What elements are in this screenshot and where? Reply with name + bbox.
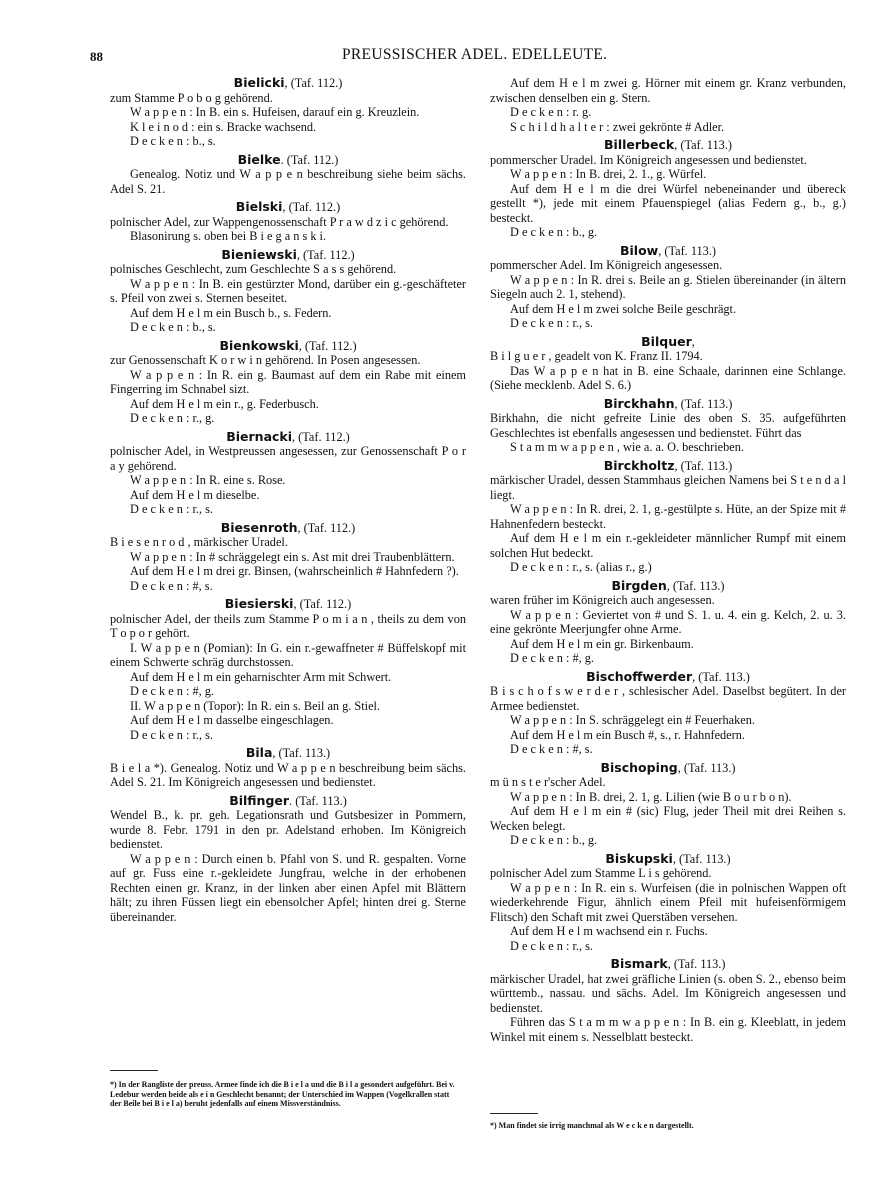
entry-line: Wendel B., k. pr. geh. Legationsrath und Gutsbesizer in Pommern, wurde 8. Febr. 1791 in den pr. Adelstand erhoben. Im Königreich bedienstet. xyxy=(110,808,466,851)
entry-line: polnisches Geschlecht, zum Geschlechte S a s s gehörend. xyxy=(110,262,397,276)
footnote-left: *) In der Rangliste der preuss. Armee finde ich die B i e l a und die B i l a gesondert aufgeführt. Bei v. Ledebur werden beide als e i n Geschlecht benannt; der Unterschied im Wappen (Vogelkrallen statt der Beile bei B i e l a) beruht jedenfalls auf einem Missverständniss. xyxy=(110,1080,455,1108)
entry-plate-ref: . (Taf. 113.) xyxy=(289,793,347,808)
entry-heading xyxy=(110,153,466,168)
entry xyxy=(110,597,466,742)
entry-heading xyxy=(490,459,846,474)
entry-plate-ref: , (Taf. 113.) xyxy=(667,957,726,971)
entry-line: Auf dem H e l m ein Busch #, s., r. Hahnfedern. xyxy=(510,727,745,742)
entry-plate-ref: , (Taf. 113.) xyxy=(674,458,733,473)
entry-line: pommerscher Uradel. Im Königreich angesessen und bedienstet. xyxy=(490,152,807,167)
entry-line: polnischer Adel, in Westpreussen angesessen, zur Genossenschaft P o r a y gehörend. xyxy=(110,444,466,473)
entry-plate-ref: , (Taf. 113.) xyxy=(672,851,731,866)
entry xyxy=(110,746,466,790)
entry-name: Biernacki xyxy=(226,428,293,444)
entry-line: märkischer Uradel, dessen Stammhaus gleichen Namens bei S t e n d a l liegt. xyxy=(490,473,846,502)
entry-heading xyxy=(490,957,846,972)
entry-name: Bilquer xyxy=(641,333,692,349)
entry xyxy=(110,76,466,149)
entry-name: Bilow xyxy=(620,242,659,258)
entry-heading xyxy=(110,521,466,536)
entry-plate-ref: , (Taf. 113.) xyxy=(666,578,725,593)
entry xyxy=(490,852,846,954)
entry-line: Auf dem H e l m dieselbe. xyxy=(130,487,260,502)
entry-line: W a p p e n : In S. schräggelegt ein # Feuerhaken. xyxy=(510,713,755,727)
footnote-right: *) Man findet sie irrig manchmal als W e c k e n dargestellt. xyxy=(490,1121,694,1130)
entry-line: W a p p e n : In B. ein gestürzter Mond, darüber ein g.-geschäfteter s. Pfeil von zwei s. Sternen beseitet. xyxy=(110,276,466,305)
entry-line: W a p p e n : In B. ein s. Hufeisen, darauf ein g. Kreuzlein. xyxy=(130,105,420,119)
entry-plate-ref: , (Taf. 112.) xyxy=(292,429,350,444)
entry-name: Bielicki xyxy=(233,75,285,90)
entry-plate-ref: , (Taf. 113.) xyxy=(658,243,716,258)
entry xyxy=(110,339,466,426)
entry-line: W a p p e n : In R. drei s. Beile an g. Stielen übereinander (in ältern Siegeln auch 2. 1, stehend). xyxy=(490,272,846,301)
entry-heading xyxy=(110,746,466,761)
entry-plate-ref: , (Taf. 113.) xyxy=(272,746,331,760)
entry-line: W a p p e n : In # schräggelegt ein s. Ast mit drei Traubenblättern. xyxy=(130,549,455,564)
entry xyxy=(110,248,466,335)
entry-line: zur Genossenschaft K o r w i n gehörend. In Posen angesessen. xyxy=(110,353,421,367)
entry-line: pommerscher Adel. Im Königreich angesessen. xyxy=(490,258,723,272)
entry-line: W a p p e n : In R. ein g. Baumast auf dem ein Rabe mit einem Fingerring im Schnabel sizt. xyxy=(110,367,466,396)
entry-line: I. W a p p e n (Pomian): In G. ein r.-gewaffneter # Büffelskopf mit einem Schwerte schräg durchstossen. xyxy=(110,640,466,669)
entry xyxy=(490,244,846,331)
entry-line: zum Stamme P o b o g gehörend. xyxy=(110,90,273,105)
entry-line: II. W a p p e n (Topor): In R. ein s. Beil an g. Stiel. xyxy=(130,698,381,713)
entry-line: W a p p e n : Geviertet von # und S. 1. u. 4. ein g. Kelch, 2. u. 3. eine gekrönte Meerjungfer ohne Arme. xyxy=(490,607,846,636)
entry-line: D e c k e n : #, s. xyxy=(510,742,593,756)
entry-name: Bieniewski xyxy=(221,246,297,262)
entry-line: D e c k e n : r., s. xyxy=(130,502,213,516)
entry-line: polnischer Adel, der theils zum Stamme P o m i a n , theils zu dem von T o p o r gehört. xyxy=(110,611,466,640)
entry-line: D e c k e n : b., s. xyxy=(130,134,216,148)
entry xyxy=(110,153,466,197)
entry-name: Bilfinger xyxy=(229,792,290,808)
entry-plate-ref: , (Taf. 112.) xyxy=(297,520,356,535)
entry-heading xyxy=(490,244,846,259)
entry xyxy=(110,430,466,517)
footnote-rule-left xyxy=(110,1070,158,1071)
entry-name: Birckhahn xyxy=(603,395,675,411)
entry-name: Bielski xyxy=(235,199,283,214)
entry-line: polnischer Adel zum Stamme L i s gehörend. xyxy=(490,866,712,880)
entry-plate-ref: , (Taf. 113.) xyxy=(674,138,732,152)
entry-heading xyxy=(490,397,846,412)
entry-line: W a p p e n : In B. drei, 2. 1, g. Lilien (wie B o u r b o n). xyxy=(510,789,792,804)
entry-line: m ü n s t e r'scher Adel. xyxy=(490,775,606,789)
entry-line: W a p p e n : Durch einen b. Pfahl von S. und R. gespalten. Vorne auf gr. Fuss eine r.-gekleidete Jungfrau, welche in der erhobenen Rechten einen gr. Kranz, in der linken aber einen Apfel mit Blättern hält; zu ihren Füssen liegt ein ebensolcher Apfel; hinten drei g. Sterne übereinander. xyxy=(110,851,466,924)
entry-line: märkischer Uradel, hat zwei gräfliche Linien (s. oben S. 2., ebenso beim württemb., nassau. und sächs. Adel. Im Königreich angesessen und bedienstet. xyxy=(490,971,846,1015)
entry-line: D e c k e n : r., s. (alias r., g.) xyxy=(510,560,652,574)
entry-name: Bienkowski xyxy=(219,337,299,353)
entry-line: D e c k e n : r., s. xyxy=(510,938,593,953)
entry-line: K l e i n o d : ein s. Bracke wachsend. xyxy=(130,119,317,134)
entry-line: Birkhahn, die nicht gefreite Linie des oben S. 35. aufgeführten Geschlechtes ist ebenfalls angesessen und bedienstet. Führt das xyxy=(490,411,846,440)
left-column xyxy=(110,76,466,928)
footnote-rule-right xyxy=(490,1113,538,1114)
entry-heading xyxy=(490,335,846,350)
entry xyxy=(490,957,846,1044)
entry-plate-ref: , (Taf. 112.) xyxy=(298,338,357,353)
entry-name: Birgden xyxy=(611,577,667,593)
entry xyxy=(490,459,846,575)
entry-plate-ref: , (Taf. 112.) xyxy=(284,76,343,90)
entry-plate-ref: , (Taf. 112.) xyxy=(296,247,355,262)
entry-line: Auf dem H e l m ein gr. Birkenbaum. xyxy=(510,636,694,651)
entry xyxy=(490,76,846,134)
entry-heading xyxy=(110,339,466,354)
entry-heading xyxy=(110,794,466,809)
entry-plate-ref: , (Taf. 112.) xyxy=(293,597,352,611)
entry xyxy=(490,761,846,848)
entry-name: Bismark xyxy=(610,956,668,971)
entry xyxy=(490,670,846,757)
entry-line: D e c k e n : b., g. xyxy=(510,833,598,847)
entry-name: Bielke xyxy=(237,151,281,167)
entry-line: B i l g u e r , geadelt von K. Franz II. 1794. xyxy=(490,349,703,363)
entry-line: D e c k e n : r. g. xyxy=(510,105,592,119)
entry-heading xyxy=(490,670,846,685)
entry-line: Das W a p p e n hat in B. eine Schaale, darinnen eine Schlange. (Siehe mecklenb. Adel S. 6.) xyxy=(490,363,846,392)
entry-line: waren früher im Königreich auch angesessen. xyxy=(490,593,715,607)
entry xyxy=(110,200,466,244)
entry-line: Auf dem H e l m zwei g. Hörner mit einem gr. Kranz verbunden, zwischen denselben ein g. Stern. xyxy=(490,76,846,105)
entry-line: D e c k e n : r., s. xyxy=(130,727,213,742)
right-column xyxy=(490,76,846,1048)
entry-line: W a p p e n : In R. drei, 2. 1, g.-gestülpte s. Hüte, an der Spize mit # Hahnenfedern besteckt. xyxy=(490,502,846,531)
page-number: 88 xyxy=(90,49,103,64)
entry-plate-ref: , (Taf. 113.) xyxy=(677,760,736,775)
running-title: PREUSSISCHER ADEL. EDELLEUTE. xyxy=(342,46,608,63)
entry xyxy=(490,579,846,666)
entry-line: W a p p e n : In R. eine s. Rose. xyxy=(130,473,286,487)
entry-plate-ref: . (Taf. 112.) xyxy=(280,152,339,167)
entry-line: Genealog. Notiz und W a p p e n beschreibung siehe beim sächs. Adel S. 21. xyxy=(110,167,466,196)
entry-plate-ref: , (Taf. 113.) xyxy=(692,669,750,684)
entry-line: D e c k e n : r., s. xyxy=(510,316,593,330)
entry xyxy=(110,521,466,594)
entry-name: Biskupski xyxy=(605,850,673,866)
entry-line: B i e l a *). Genealog. Notiz und W a p p e n beschreibung beim sächs. Adel S. 21. Im Königreich angesessen und bedienstet. xyxy=(110,760,466,789)
entry-heading xyxy=(490,852,846,867)
entry-heading xyxy=(110,597,466,612)
entry-line: Auf dem H e l m drei gr. Binsen, (wahrscheinlich # Hahnfedern ?). xyxy=(130,564,459,578)
entry-line: S c h i l d h a l t e r : zwei gekrönte # Adler. xyxy=(510,119,725,134)
entry-line: Auf dem H e l m wachsend ein r. Fuchs. xyxy=(510,924,708,938)
entry-line: W a p p e n : In B. drei, 2. 1., g. Würfel. xyxy=(510,167,707,181)
entry xyxy=(490,335,846,393)
entry-line: D e c k e n : #, g. xyxy=(510,651,595,665)
entry-plate-ref: , (Taf. 113.) xyxy=(674,396,733,411)
entry-heading xyxy=(110,76,466,91)
entry-name: Bischoffwerder xyxy=(586,668,693,684)
entry xyxy=(490,397,846,455)
entry-line: Blasonirung s. oben bei B i e g a n s k i. xyxy=(130,229,327,243)
entry-line: D e c k e n : #, g. xyxy=(130,684,215,698)
entry-heading xyxy=(110,430,466,445)
entry-line: Auf dem H e l m ein r., g. Federbusch. xyxy=(130,396,319,411)
entry-heading xyxy=(490,761,846,776)
entry-name: Bischoping xyxy=(600,759,678,775)
entry-line: B i e s e n r o d , märkischer Uradel. xyxy=(110,535,288,549)
entry-line: W a p p e n : In R. ein s. Wurfeisen (die in polnischen Wappen oft wiederkehrende Figur, ähnlich einem Pfeil mit hufeisenförmigem Flitsch) den Schaft mit zwei Querstäben versehen. xyxy=(490,880,846,924)
entry-line: Führen das S t a m m w a p p e n : In B. ein g. Kleeblatt, in jedem Winkel mit einem s. Nesselblatt besteckt. xyxy=(490,1015,846,1044)
entry-name: Billerbeck xyxy=(604,137,675,152)
entry-line: Auf dem H e l m ein # (sic) Flug, jeder Theil mit drei Reihen s. Wecken belegt. xyxy=(490,804,846,833)
entry-plate-ref: , (Taf. 112.) xyxy=(282,200,341,214)
entry-line: D e c k e n : b., g. xyxy=(510,225,598,239)
entry-line: D e c k e n : r., g. xyxy=(130,411,215,425)
entry xyxy=(110,794,466,925)
entry-plate-ref: , xyxy=(691,334,695,349)
entry-heading xyxy=(490,579,846,594)
entry-line: B i s c h o f s w e r d e r , schlesischer Adel. Daselbst begütert. In der Armee bedienstet. xyxy=(490,684,846,713)
entry-line: Auf dem H e l m ein r.-gekleideter männlicher Rumpf mit einem solchen Hut bedeckt. xyxy=(490,531,846,560)
entry-heading xyxy=(110,200,466,215)
entry-name: Birckholtz xyxy=(603,457,675,473)
entry-name: Bila xyxy=(245,745,273,760)
entry-line: D e c k e n : b., s. xyxy=(130,320,216,334)
entry-line: Auf dem H e l m ein geharnischter Arm mit Schwert. xyxy=(130,669,392,684)
entry-line: Auf dem H e l m ein Busch b., s. Federn. xyxy=(130,305,332,320)
entry-line: S t a m m w a p p e n , wie a. a. O. beschrieben. xyxy=(510,440,744,454)
entry-name: Biesenroth xyxy=(220,519,298,535)
entry-line: polnischer Adel, zur Wappengenossenschaft P r a w d z i c gehörend. xyxy=(110,214,449,229)
entry-line: Auf dem H e l m zwei solche Beile geschrägt. xyxy=(510,301,737,316)
entry-heading xyxy=(110,248,466,263)
entry xyxy=(490,138,846,240)
entry-line: Auf dem H e l m dasselbe eingeschlagen. xyxy=(130,713,334,727)
entry-name: Biesierski xyxy=(224,596,294,611)
entry-line: Auf dem H e l m die drei Würfel nebeneinander und übereck gestellt *), jede mit einem Pfauenspiegel (alias Federn g., b., g.) besteckt. xyxy=(490,181,846,225)
entry-line: D e c k e n : #, s. xyxy=(130,578,213,593)
entry-heading xyxy=(490,138,846,153)
